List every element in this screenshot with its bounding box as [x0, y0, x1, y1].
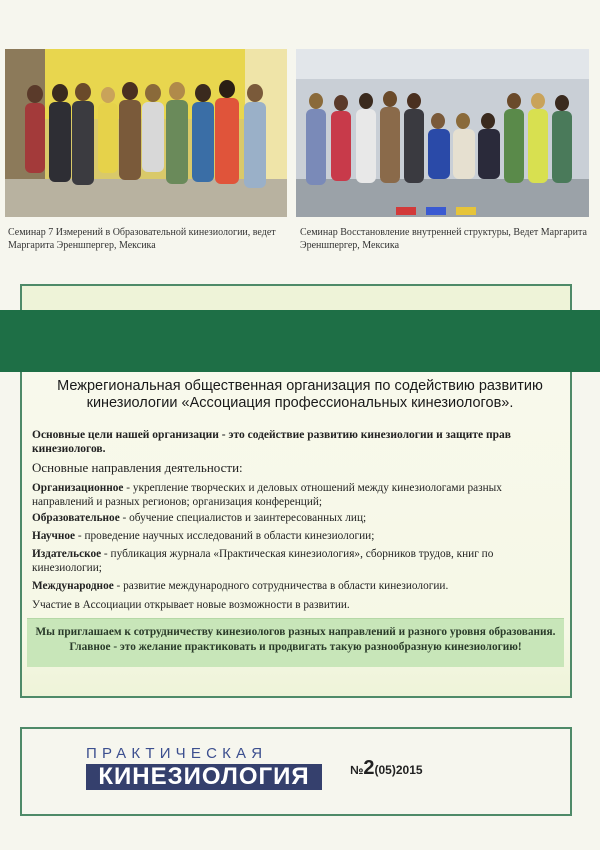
direction-item — [32, 579, 562, 593]
direction-name: Международное — [32, 580, 114, 592]
photo-caption-left: Семинар 7 Измерений в Образовательной кинезиологии, ведет Маргарита Эреншпергер, Мексика — [8, 227, 276, 251]
direction-name: Научное — [32, 530, 76, 542]
direction-name: Образовательное — [32, 512, 120, 524]
direction-text: - укрепление творческих и деловых отношений между кинезиологами разных направлений и разных регионов; организация конференций; — [32, 482, 502, 508]
direction-text: - проведение научных исследований в области кинезиологии; — [75, 530, 375, 542]
journal-logo-top: ПРАКТИЧЕСКАЯ — [86, 745, 268, 762]
direction-item — [32, 529, 562, 543]
journal-logo-main: КИНЕЗИОЛОГИЯ — [86, 764, 322, 790]
direction-item — [32, 481, 562, 509]
issue-main-number: 2 — [363, 757, 375, 779]
invitation-line-1: Мы приглашаем к сотрудничеству кинезиологов разных направлений и разного уровня образования. — [35, 626, 556, 638]
direction-item — [32, 511, 562, 525]
direction-text: - публикация журнала «Практическая кинезиология», сборников трудов, книг по кинезиологии; — [32, 548, 494, 574]
direction-text: - развитие международного сотрудничества в области кинезиологии. — [113, 580, 449, 592]
issue-number — [350, 757, 423, 780]
issue-rest: (05)2015 — [374, 763, 423, 777]
photo-caption-right: Семинар Восстановление внутренней структуры, Ведет Маргарита Эреншпергер, Мексика — [300, 227, 587, 251]
direction-name: Организационное — [32, 482, 124, 494]
issue-prefix: № — [350, 763, 364, 777]
organization-title: Межрегиональная общественная организация по содействию развитию кинезиологии «Ассоциация профессиональных кинезиологов». — [57, 378, 543, 411]
direction-text: - обучение специалистов и заинтересованных лиц; — [119, 512, 367, 524]
invitation-line-2: Главное - это желание практиковать и продвигать такую разнообразную кинезиологию! — [69, 641, 522, 653]
direction-item — [32, 547, 562, 575]
directions-heading: Основные направления деятельности: — [32, 460, 243, 475]
green-band — [0, 310, 600, 372]
organization-goals: Основные цели нашей организации - это содействие развитию кинезиологии и защите прав кинезиологов. — [32, 429, 511, 455]
light-panel — [22, 286, 570, 310]
participation-text: Участие в Ассоциации открывает новые возможности в развитии. — [32, 599, 350, 611]
seminar-photo-left — [5, 49, 287, 217]
direction-name: Издательское — [32, 548, 102, 560]
seminar-photo-right — [296, 49, 589, 217]
invitation-text — [27, 625, 564, 655]
